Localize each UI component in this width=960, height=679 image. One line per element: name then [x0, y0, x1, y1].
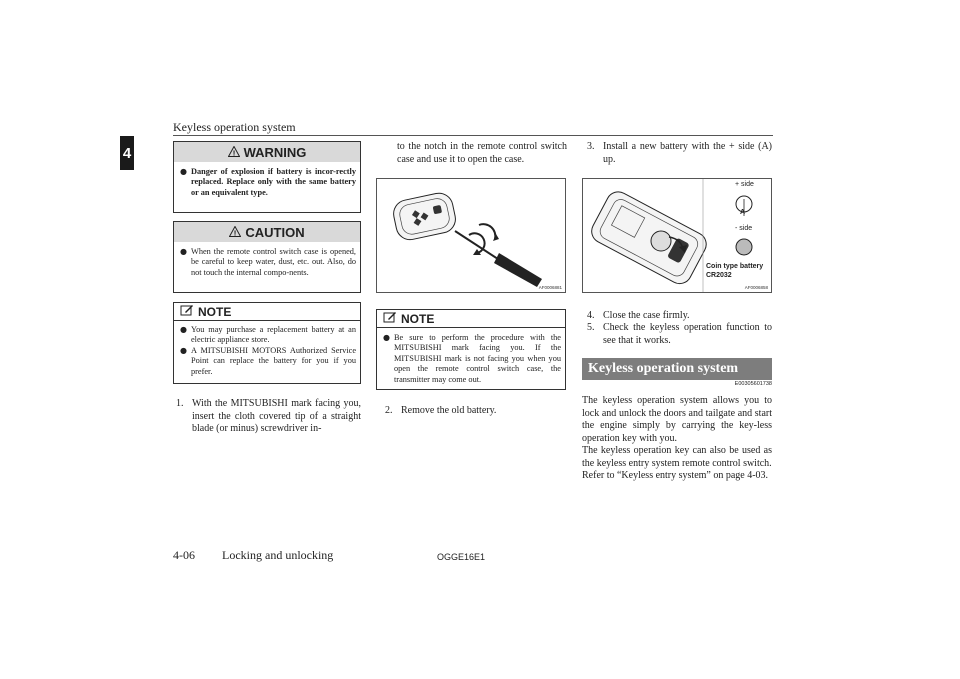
warning-triangle-icon — [228, 145, 240, 160]
step-2: 2. Remove the old battery. — [385, 405, 497, 416]
svg-text:!: ! — [232, 150, 235, 157]
battery-type-label: Coin type battery — [706, 263, 764, 270]
warning-label: WARNING — [243, 144, 307, 160]
minus-side-label: - side — [735, 225, 753, 232]
svg-text:!: ! — [234, 230, 237, 237]
header-rule — [173, 135, 773, 136]
note-label: NOTE — [401, 311, 435, 326]
battery-model-label: CR2032 — [706, 272, 732, 279]
bullet-icon: ● — [180, 325, 187, 334]
note-item: ● You may purchase a replacement battery at an electric appliance store. — [180, 325, 356, 345]
bullet-icon: ● — [383, 333, 390, 342]
footer-page-number: 4-06 — [173, 548, 195, 562]
footer-section: Locking and unlocking — [222, 548, 334, 562]
note-pencil-icon — [383, 311, 397, 326]
warning-box — [173, 141, 361, 213]
step-1: 1. With the MITSUBISHI mark facing you, insert the cloth covered tip of a straight blade (or minus) screwdriver in- — [176, 398, 361, 434]
figure-open-case — [376, 178, 566, 293]
plus-side-label: + side — [735, 181, 754, 188]
caution-box — [173, 221, 361, 293]
caution-label: CAUTION — [245, 224, 305, 240]
section-title-bar: Keyless operation system — [582, 358, 772, 380]
chapter-tab: 4 — [120, 136, 134, 170]
caution-item: ● When the remote control switch case is opened, be careful to keep water, dust, etc. out. Also, do not touch the internal compo-nents. — [180, 247, 356, 277]
step-3: 3. Install a new battery with the + side (A) up. — [587, 141, 772, 165]
note-item: ● A MITSUBISHI MOTORS Authorized Service Point can replace the battery for you if you prefer. — [180, 345, 356, 376]
bullet-icon: ● — [180, 345, 187, 355]
paragraph: The keyless operation key can also be used as the keyless entry system remote control switch. — [582, 445, 772, 469]
section-code: E00305601738 — [734, 381, 772, 387]
note-item: ● Be sure to perform the procedure with the MITSUBISHI mark facing you. If the MITSUBISHI mark is not facing you when you open the remote control switch case, the transmitter may come out. — [383, 333, 561, 384]
note-label: NOTE — [198, 304, 232, 319]
step-4: 4. Close the case firmly. — [587, 310, 690, 321]
note-pencil-icon — [180, 304, 194, 319]
warning-heading — [174, 142, 360, 162]
section-body — [582, 395, 772, 483]
note-box-1 — [173, 302, 361, 384]
paragraph: Refer to “Keyless entry system” on page 4-03. — [582, 470, 769, 481]
note-heading — [377, 310, 565, 328]
caution-triangle-icon — [229, 225, 241, 240]
label-a: A — [740, 209, 746, 216]
figure-id: AF0006858 — [744, 285, 768, 290]
warning-item: ● Danger of explosion if battery is incor-rectly replaced. Replace only with the same battery or an equivalent type. — [180, 167, 356, 197]
footer-doc-code: OGGE16E1 — [437, 552, 486, 562]
bullet-icon: ● — [180, 247, 187, 256]
step-1-continuation: to the notch in the remote control switch case and use it to open the case. — [397, 141, 567, 165]
bullet-icon: ● — [180, 167, 187, 176]
note-box-2 — [376, 309, 566, 390]
caution-heading — [174, 222, 360, 242]
note-heading — [174, 303, 360, 321]
figure-id: AF0006881 — [538, 285, 562, 290]
paragraph: The keyless operation system allows you to lock and unlock the doors and tailgate and start the engine simply by carrying the key-less operation key with you. — [582, 395, 772, 444]
page-header-title: Keyless operation system — [173, 120, 296, 134]
remote-screwdriver-illustration — [377, 179, 565, 292]
step-5: 5. Check the keyless operation function to see that it works. — [587, 322, 772, 346]
figure-install-battery — [582, 178, 772, 293]
